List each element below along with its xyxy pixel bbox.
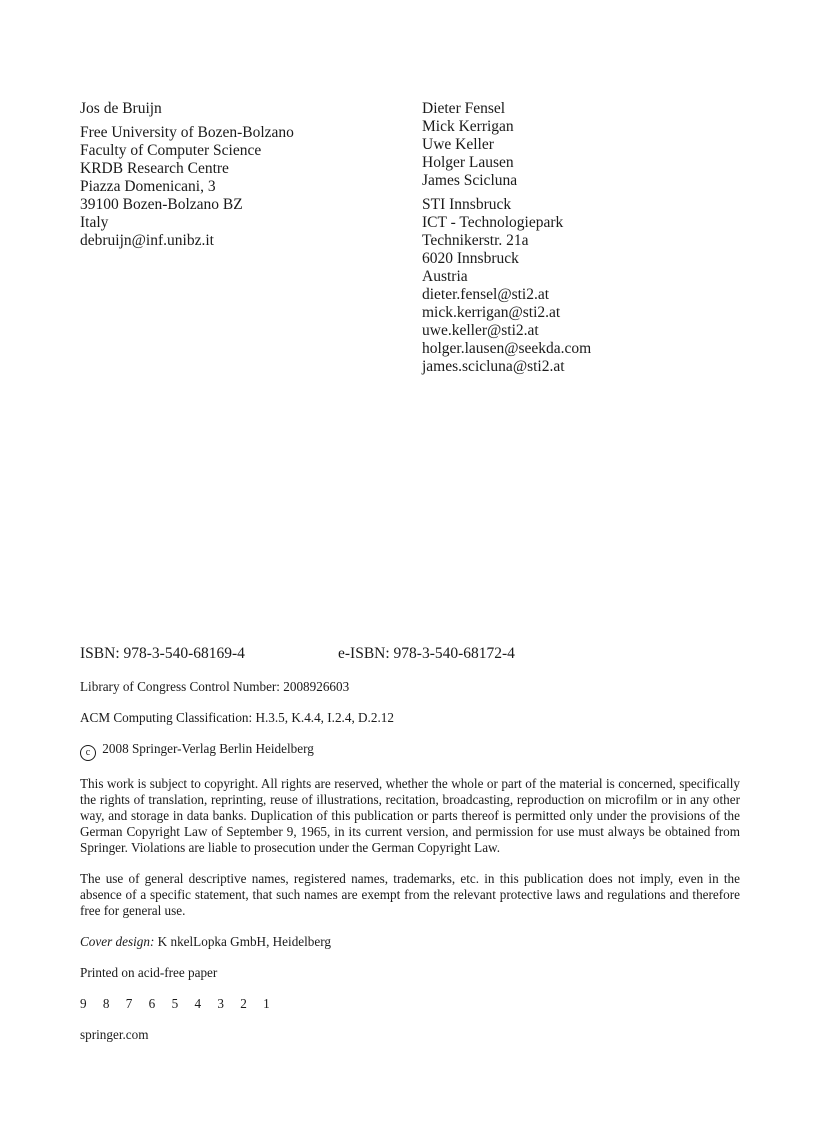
address-line: Piazza Domenicani, 3	[80, 178, 216, 195]
right-author-column	[422, 100, 752, 376]
isbn: ISBN: 978-3-540-68169-4	[80, 645, 245, 662]
website: springer.com	[80, 1027, 149, 1042]
acm-classification: ACM Computing Classification: H.3.5, K.4.4, I.2.4, D.2.12	[80, 710, 394, 725]
email: dieter.fensel@sti2.at	[422, 286, 550, 303]
names-paragraph: The use of general descriptive names, registered names, trademarks, etc. in this publication does not imply, even in the absence of a specific statement, that such names are exempt from the relevant protective laws and regulations and therefore free for general use.	[80, 871, 740, 918]
paper-note: Printed on acid-free paper	[80, 965, 218, 980]
left-author-column	[80, 100, 410, 250]
isbn-row	[80, 644, 740, 664]
author-name: Jos de Bruijn	[80, 100, 162, 117]
address-line: KRDB Research Centre	[80, 160, 229, 177]
address-line: Italy	[80, 214, 109, 231]
author-name: Mick Kerrigan	[422, 118, 514, 135]
cover-design-label: Cover design:	[80, 934, 155, 949]
email: holger.lausen@seekda.com	[422, 340, 592, 357]
copyright-text: 2008 Springer-Verlag Berlin Heidelberg	[102, 741, 314, 756]
cover-design-value: K nkelLopka GmbH, Heidelberg	[157, 934, 332, 949]
author-name: Uwe Keller	[422, 136, 494, 153]
rights-paragraph: This work is subject to copyright. All rights are reserved, whether the whole or part of the material is concerned, specifically the rights of translation, reprinting, reuse of illustrations, recitation, broadcasting, reproduction on microfilm or in any other way, and storage in data banks. Duplication of this publication or parts thereof is permitted only under the provisions of the German Copyright Law of September 9, 1965, in its current version, and permission for use must always be obtained from Springer. Violations are liable to prosecution under the German Copyright Law.	[80, 776, 740, 855]
address-line: STI Innsbruck	[422, 196, 512, 213]
address-line: Technikerstr. 21a	[422, 232, 529, 249]
email: debruijn@inf.unibz.it	[80, 232, 214, 249]
address-line: Faculty of Computer Science	[80, 142, 262, 159]
copyright-icon: c	[80, 745, 96, 761]
email: james.scicluna@sti2.at	[422, 358, 565, 375]
email: mick.kerrigan@sti2.at	[422, 304, 561, 321]
cover-design	[80, 934, 740, 950]
address-line: ICT - Technologiepark	[422, 214, 564, 231]
author-name: James Scicluna	[422, 172, 518, 189]
copyright-line	[80, 741, 740, 761]
author-name: Holger Lausen	[422, 154, 514, 171]
address-line: 6020 Innsbruck	[422, 250, 519, 267]
address-line: 39100 Bozen-Bolzano BZ	[80, 196, 243, 213]
author-name: Dieter Fensel	[422, 100, 506, 117]
e-isbn: e-ISBN: 978-3-540-68172-4	[338, 645, 515, 662]
email: uwe.keller@sti2.at	[422, 322, 539, 339]
print-line: 9 8 7 6 5 4 3 2 1	[80, 996, 277, 1011]
imprint-block	[80, 644, 740, 1043]
address-line: Austria	[422, 268, 468, 285]
address-line: Free University of Bozen-Bolzano	[80, 124, 294, 141]
lccn: Library of Congress Control Number: 2008926603	[80, 679, 350, 694]
